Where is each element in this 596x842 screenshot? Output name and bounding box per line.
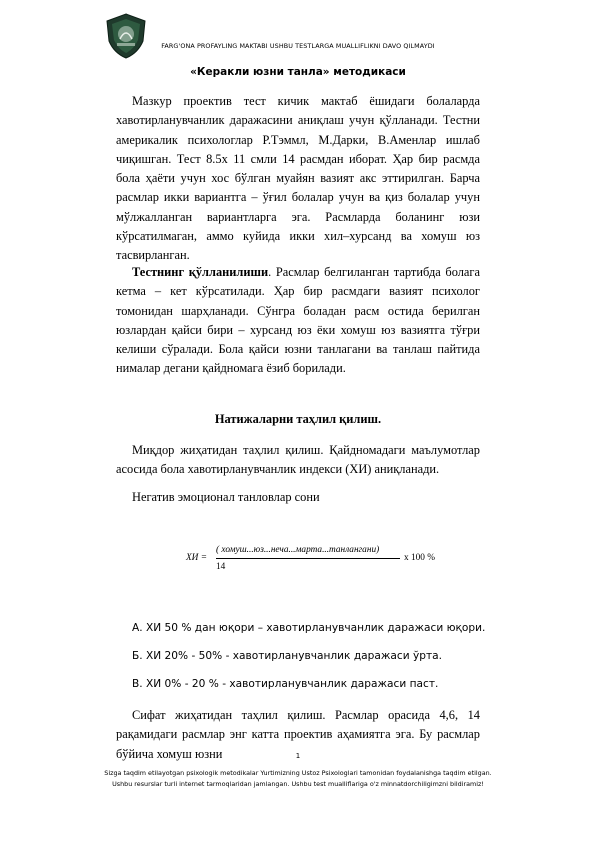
level-item-high: А. ХИ 50 % дан юқори – хавотирланувчанлик даражаси юқори. [132, 622, 486, 634]
usage-heading: Тестнинг қўлланилиши [132, 265, 269, 279]
page-title: «Керакли юзни танла» методикаси [190, 66, 406, 78]
level-item-low: В. ХИ 0% - 20 % - хавотирланувчанлик даражаси паст. [132, 678, 439, 690]
formula-lhs: ХИ = [186, 553, 207, 563]
negative-count-line: Негатив эмоционал танловлар сони [132, 490, 320, 504]
header-disclaimer: FARG'ONA PROFAYLING MAKTABI USHBU TESTLARGA MUALLIFLIKNI DAVO QILMAYDI [161, 42, 435, 50]
school-emblem-logo [105, 13, 147, 59]
formula-multiplier: х 100 % [404, 553, 435, 563]
formula-denominator: 14 [216, 562, 226, 572]
level-item-medium: Б. ХИ 20% - 50% - хавотирланувчанлик даражаси ўрта. [132, 650, 442, 662]
anxiety-index-formula [186, 545, 486, 595]
page-number: 1 [295, 752, 301, 760]
intro-paragraph: Мазкур проектив тест кичик мактаб ёшидаги болаларда хавотирланувчанлик даражасини аниқлаш учун қўлланади. Тестни америкалик психологлар Р.Тэммл, М.Дарки, В.Аменлар ишлаб чиқишган. Тест 8.5х 11 смли 14 расмдан иборат. Ҳар бир расмда бола ҳаёти учун хос бўлган муайян вазият акс эттирилган. Барча расмлар икки вариантга – ўғил болалар учун ва қиз болалар учун мўлжалланган вариантларга эга. Расмларда боланинг юзи кўрсатилмаган, аммо куйида икки хил–хурсанд ва хомуш юз тасвирланган. [116, 94, 480, 263]
usage-text: . Расмлар белгиланган тартибда болага кетма – кет кўрсатилади. Ҳар бир расмдаги вазият психолог томонидан шарҳланади. Сўнгра боладан расм остида берилган юзлардан қайси бири – хурсанд юз ёки хомуш юз вазиятга тўғри келиши сўралади. Бола қайси юзни танлагани ва танлаш пайтида нималар дегани қайдномага ёзиб борилади. [116, 265, 480, 376]
formula-fraction-bar [216, 558, 400, 559]
qualitative-paragraph: Сифат жиҳатидан таҳлил қилиш. Расмлар орасида 4,6, 14 рақамидаги расмлар энг катта проектив аҳамиятга эга. Бу расмлар бўйича хомуш юзни [116, 708, 480, 761]
footer-note: Sizga taqdim etilayotgan psixologik metodikalar Yurtimizning Ustoz Psixologlari tamonidan foydalanishga taqdim etilgan. Ushbu resurslar turli internet tarmoqlaridan jamlangan. Ushbu test mualliflariga o'z minnatdorchiligimzni bildiramiz! [104, 769, 492, 788]
formula-numerator: ( хомуш...юз...неча...марта...танлангани) [216, 545, 380, 555]
usage-paragraph [116, 263, 480, 379]
analysis-heading: Натижаларни таҳлил қилиш. [214, 412, 382, 426]
quantitative-paragraph: Миқдор жиҳатидан таҳлил қилиш. Қайдномадаги маълумотлар асосида бола хавотирланувчанлик индекси (ХИ) аниқланади. [116, 443, 480, 477]
